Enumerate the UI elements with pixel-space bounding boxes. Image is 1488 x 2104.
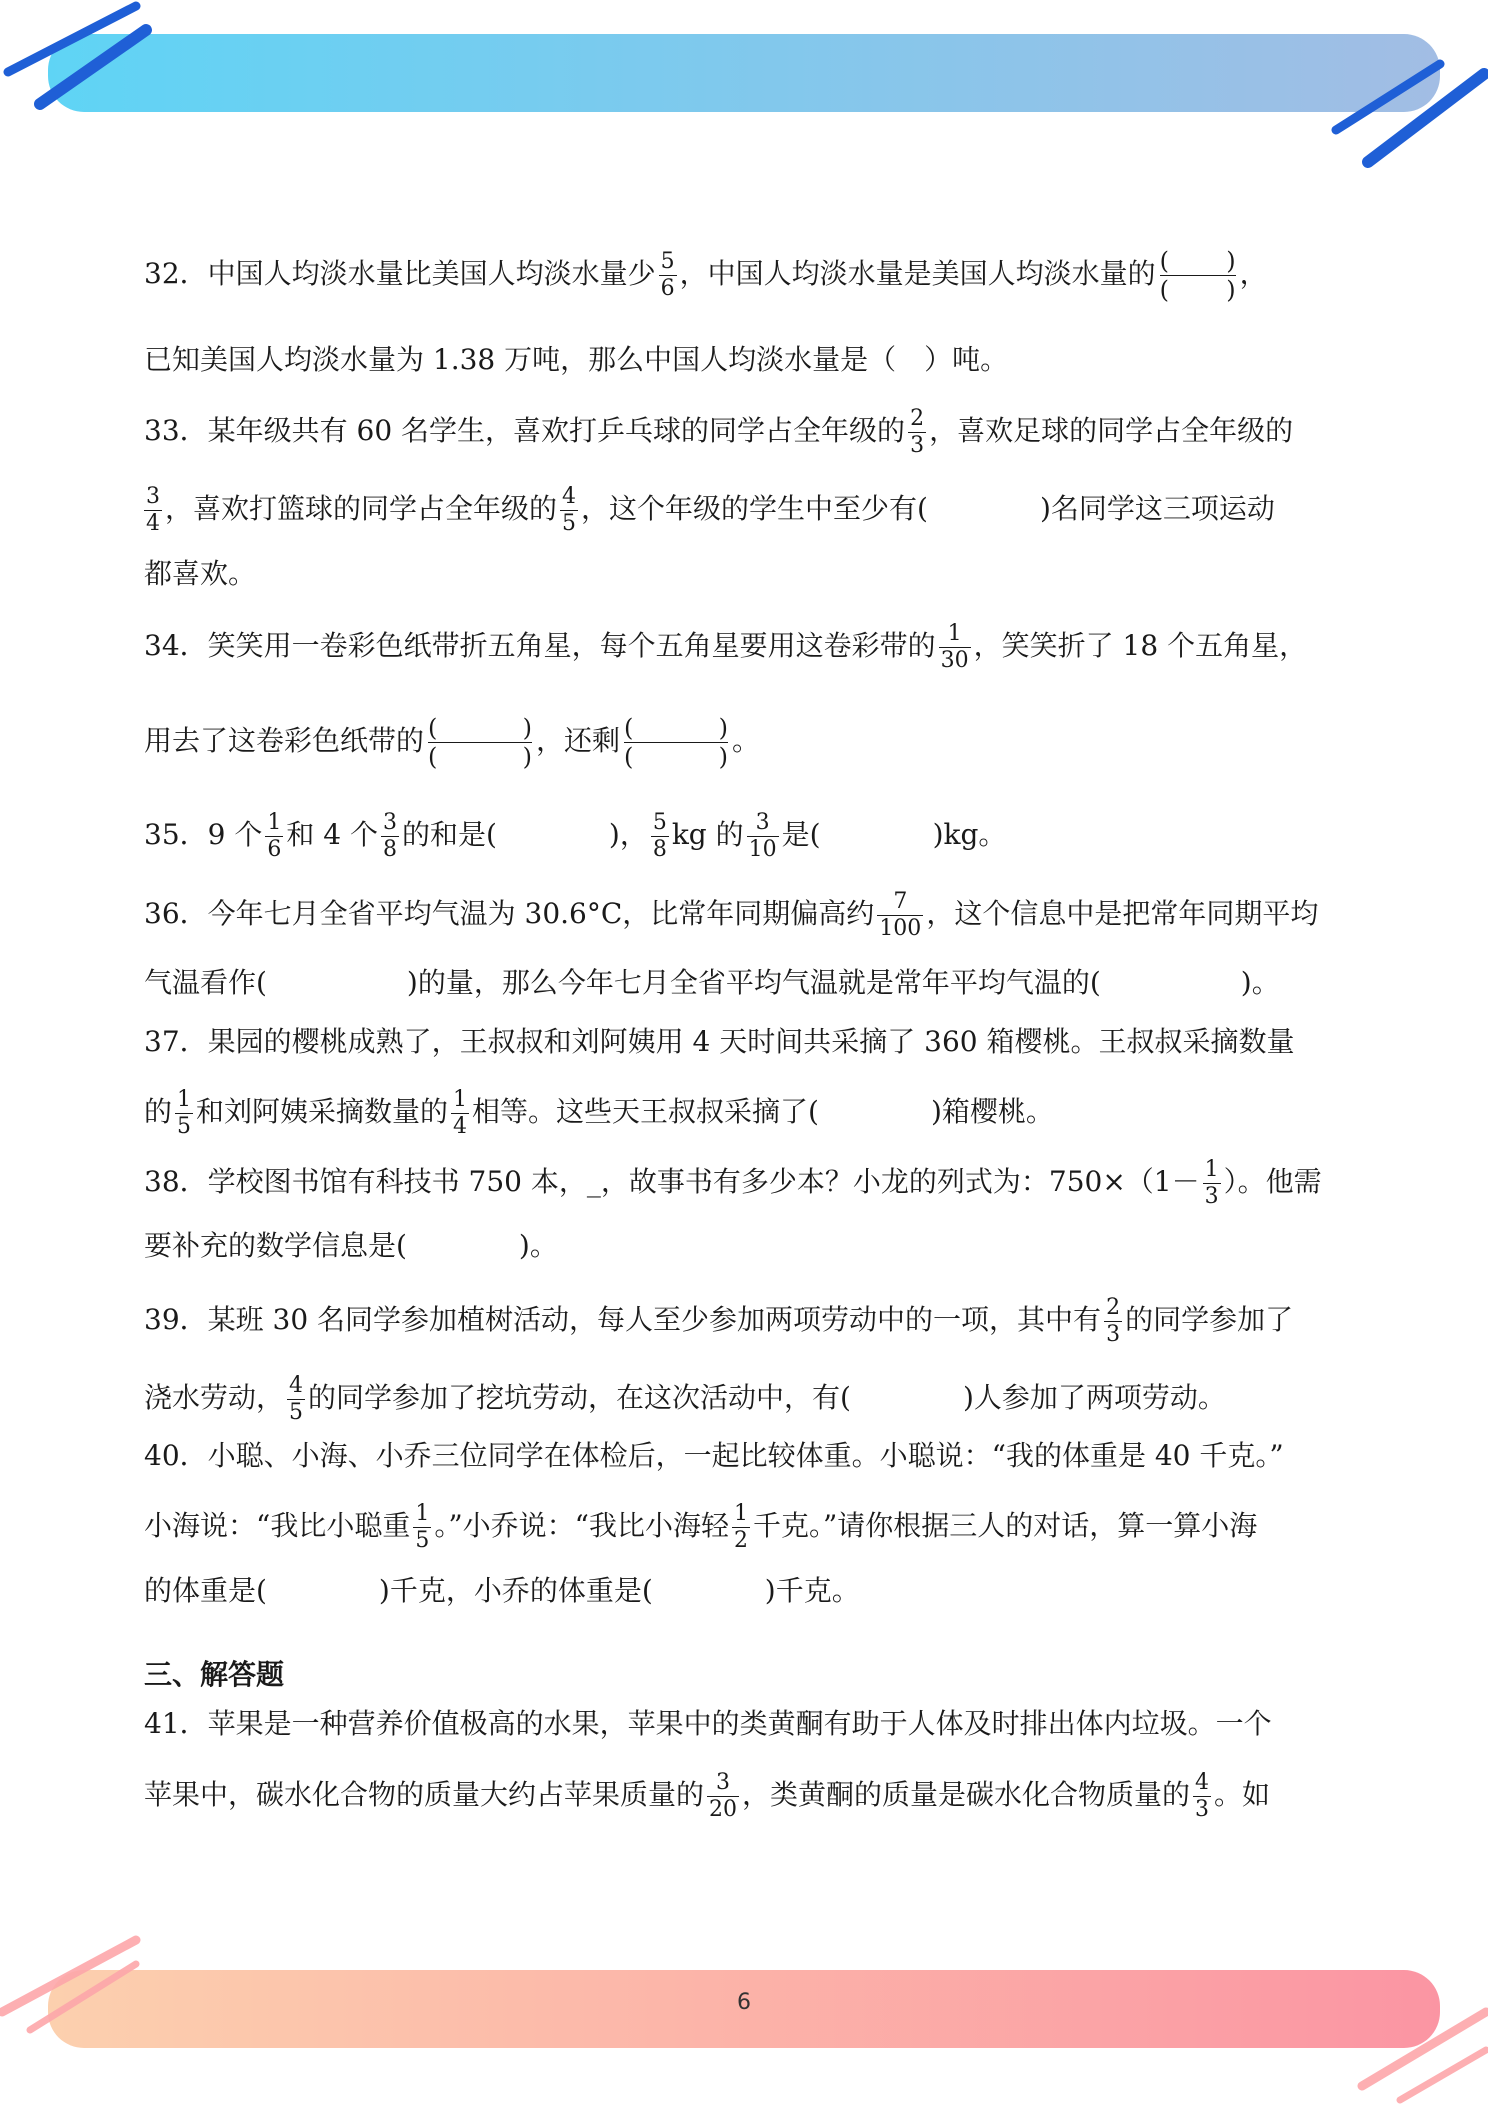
page-number: 6 xyxy=(737,1990,751,2015)
question-41-line2: 苹果中，碳水化合物的质量大约占苹果质量的 $\frac{3}{20}$ ，类黄酮的质量是碳水化合物质量的 $\frac{4}{3}$ 。如 xyxy=(144,1770,1271,1822)
question-37-line1: 37．果园的樱桃成熟了，王叔叔和刘阿姨用 4 天时间共采摘了 360 箱樱桃。王叔叔采摘数量 xyxy=(144,1025,1295,1058)
question-40-line2: 小海说：“我比小聪重 $\frac{1}{5}$ 。”小乔说：“我比小海轻 $\frac{1}{2}$ 千克。”请你根据三人的对话，算一算小海 xyxy=(144,1501,1258,1553)
answer-blank-fraction[interactable]: ( ) ( ) xyxy=(1159,247,1236,304)
fraction: $\frac{3}{10}$ xyxy=(748,810,777,862)
question-34-line2: 用去了这卷彩色纸带的 ( ) ( ) ，还剩 ( ) ( ) 。 xyxy=(144,714,761,771)
question-36-line2: 气温看作( )的量，那么今年七月全省平均气温就是常年平均气温的( )。 xyxy=(144,966,1280,999)
fraction: $\frac{1}{3}$ xyxy=(1204,1157,1219,1209)
fraction: $\frac{1}{4}$ xyxy=(453,1087,468,1139)
section-heading: 三、解答题 xyxy=(144,1658,285,1691)
question-33-line2: $\frac{3}{4}$ ，喜欢打篮球的同学占全年级的 $\frac{4}{5}$ ，这个年级的学生中至少有( )名同学这三项运动 xyxy=(146,484,1275,536)
question-38-line1: 38．学校图书馆有科技书 750 本，_，故事书有多少本？小龙的列式为：750×（1－ $\frac{1}{3}$ ）。他需 xyxy=(144,1157,1322,1209)
fraction: $\frac{1}{6}$ xyxy=(267,810,282,862)
fraction: $\frac{3}{4}$ xyxy=(146,484,160,536)
fraction: $\frac{3}{8}$ xyxy=(382,810,397,862)
question-39-line1: 39．某班 30 名同学参加植树活动，每人至少参加两项劳动中的一项，其中有 $\frac{2}{3}$ 的同学参加了 xyxy=(144,1295,1294,1347)
fraction: $\frac{3}{20}$ xyxy=(709,1770,738,1822)
fraction: $\frac{1}{30}$ xyxy=(940,621,969,673)
fraction: $\frac{1}{5}$ xyxy=(415,1501,430,1553)
question-text: ，中国人均淡水量是美国人均淡水量的 xyxy=(679,257,1156,290)
fraction: $\frac{4}{5}$ xyxy=(562,484,577,536)
header-bar xyxy=(48,34,1440,112)
fraction: $\frac{1}{5}$ xyxy=(177,1087,192,1139)
question-41-line1: 41．苹果是一种营养价值极高的水果，苹果中的类黄酮有助于人体及时排出体内垃圾。一个 xyxy=(144,1707,1272,1740)
fraction: $\frac{1}{2}$ xyxy=(733,1501,748,1553)
question-text: 32．中国人均淡水量比美国人均淡水量少 xyxy=(144,257,656,290)
fraction: $\frac{5}{6}$ xyxy=(660,249,675,301)
fraction: $\frac{2}{3}$ xyxy=(910,406,925,458)
question-33-line3: 都喜欢。 xyxy=(144,557,257,590)
question-text: ， xyxy=(1239,257,1268,290)
question-32-line1 xyxy=(144,249,1349,302)
answer-blank-fraction[interactable]: ( ) ( ) xyxy=(624,714,729,771)
question-33-line1: 33．某年级共有 60 名学生，喜欢打乒乓球的同学占全年级的 $\frac{2}{3}$ ，喜欢足球的同学占全年级的 xyxy=(144,406,1294,458)
question-36-line1: 36．今年七月全省平均气温为 30.6°C，比常年同期偏高约 $\frac{7}{100}$ ，这个信息中是把常年同期平均 xyxy=(144,889,1319,941)
question-40-line3: 的体重是( )千克，小乔的体重是( )千克。 xyxy=(144,1574,860,1607)
question-32-line2: 已知美国人均淡水量为 1.38 万吨，那么中国人均淡水量是（ ）吨。 xyxy=(144,343,1009,376)
fraction: $\frac{4}{3}$ xyxy=(1195,1770,1210,1822)
fraction: $\frac{5}{8}$ xyxy=(652,810,667,862)
answer-blank-fraction[interactable]: ( ) ( ) xyxy=(428,714,533,771)
question-40-line1: 40．小聪、小海、小乔三位同学在体检后，一起比较体重。小聪说：“我的体重是 40 千克。” xyxy=(144,1439,1284,1472)
fraction: $\frac{2}{3}$ xyxy=(1106,1295,1121,1347)
question-34-line1: 34．笑笑用一卷彩色纸带折五角星，每个五角星要用这卷彩带的 $\frac{1}{30}$ ，笑笑折了 18 个五角星， xyxy=(144,621,1308,673)
fraction: $\frac{4}{5}$ xyxy=(289,1373,304,1425)
fraction: $\frac{7}{100}$ xyxy=(879,889,922,941)
question-39-line2: 浇水劳动， $\frac{4}{5}$ 的同学参加了挖坑劳动，在这次活动中，有( )人参加了两项劳动。 xyxy=(144,1373,1226,1425)
question-38-line2: 要补充的数学信息是( )。 xyxy=(144,1229,558,1262)
question-35-line1: 35．9 个 $\frac{1}{6}$ 和 4 个 $\frac{3}{8}$ 的和是( )， $\frac{5}{8}$ kg 的 $\frac{3}{10}$ 是( )kg。 xyxy=(144,810,1007,862)
question-37-line2: 的 $\frac{1}{5}$ 和刘阿姨采摘数量的 $\frac{1}{4}$ 相等。这些天王叔叔采摘了( )箱樱桃。 xyxy=(144,1087,1054,1139)
